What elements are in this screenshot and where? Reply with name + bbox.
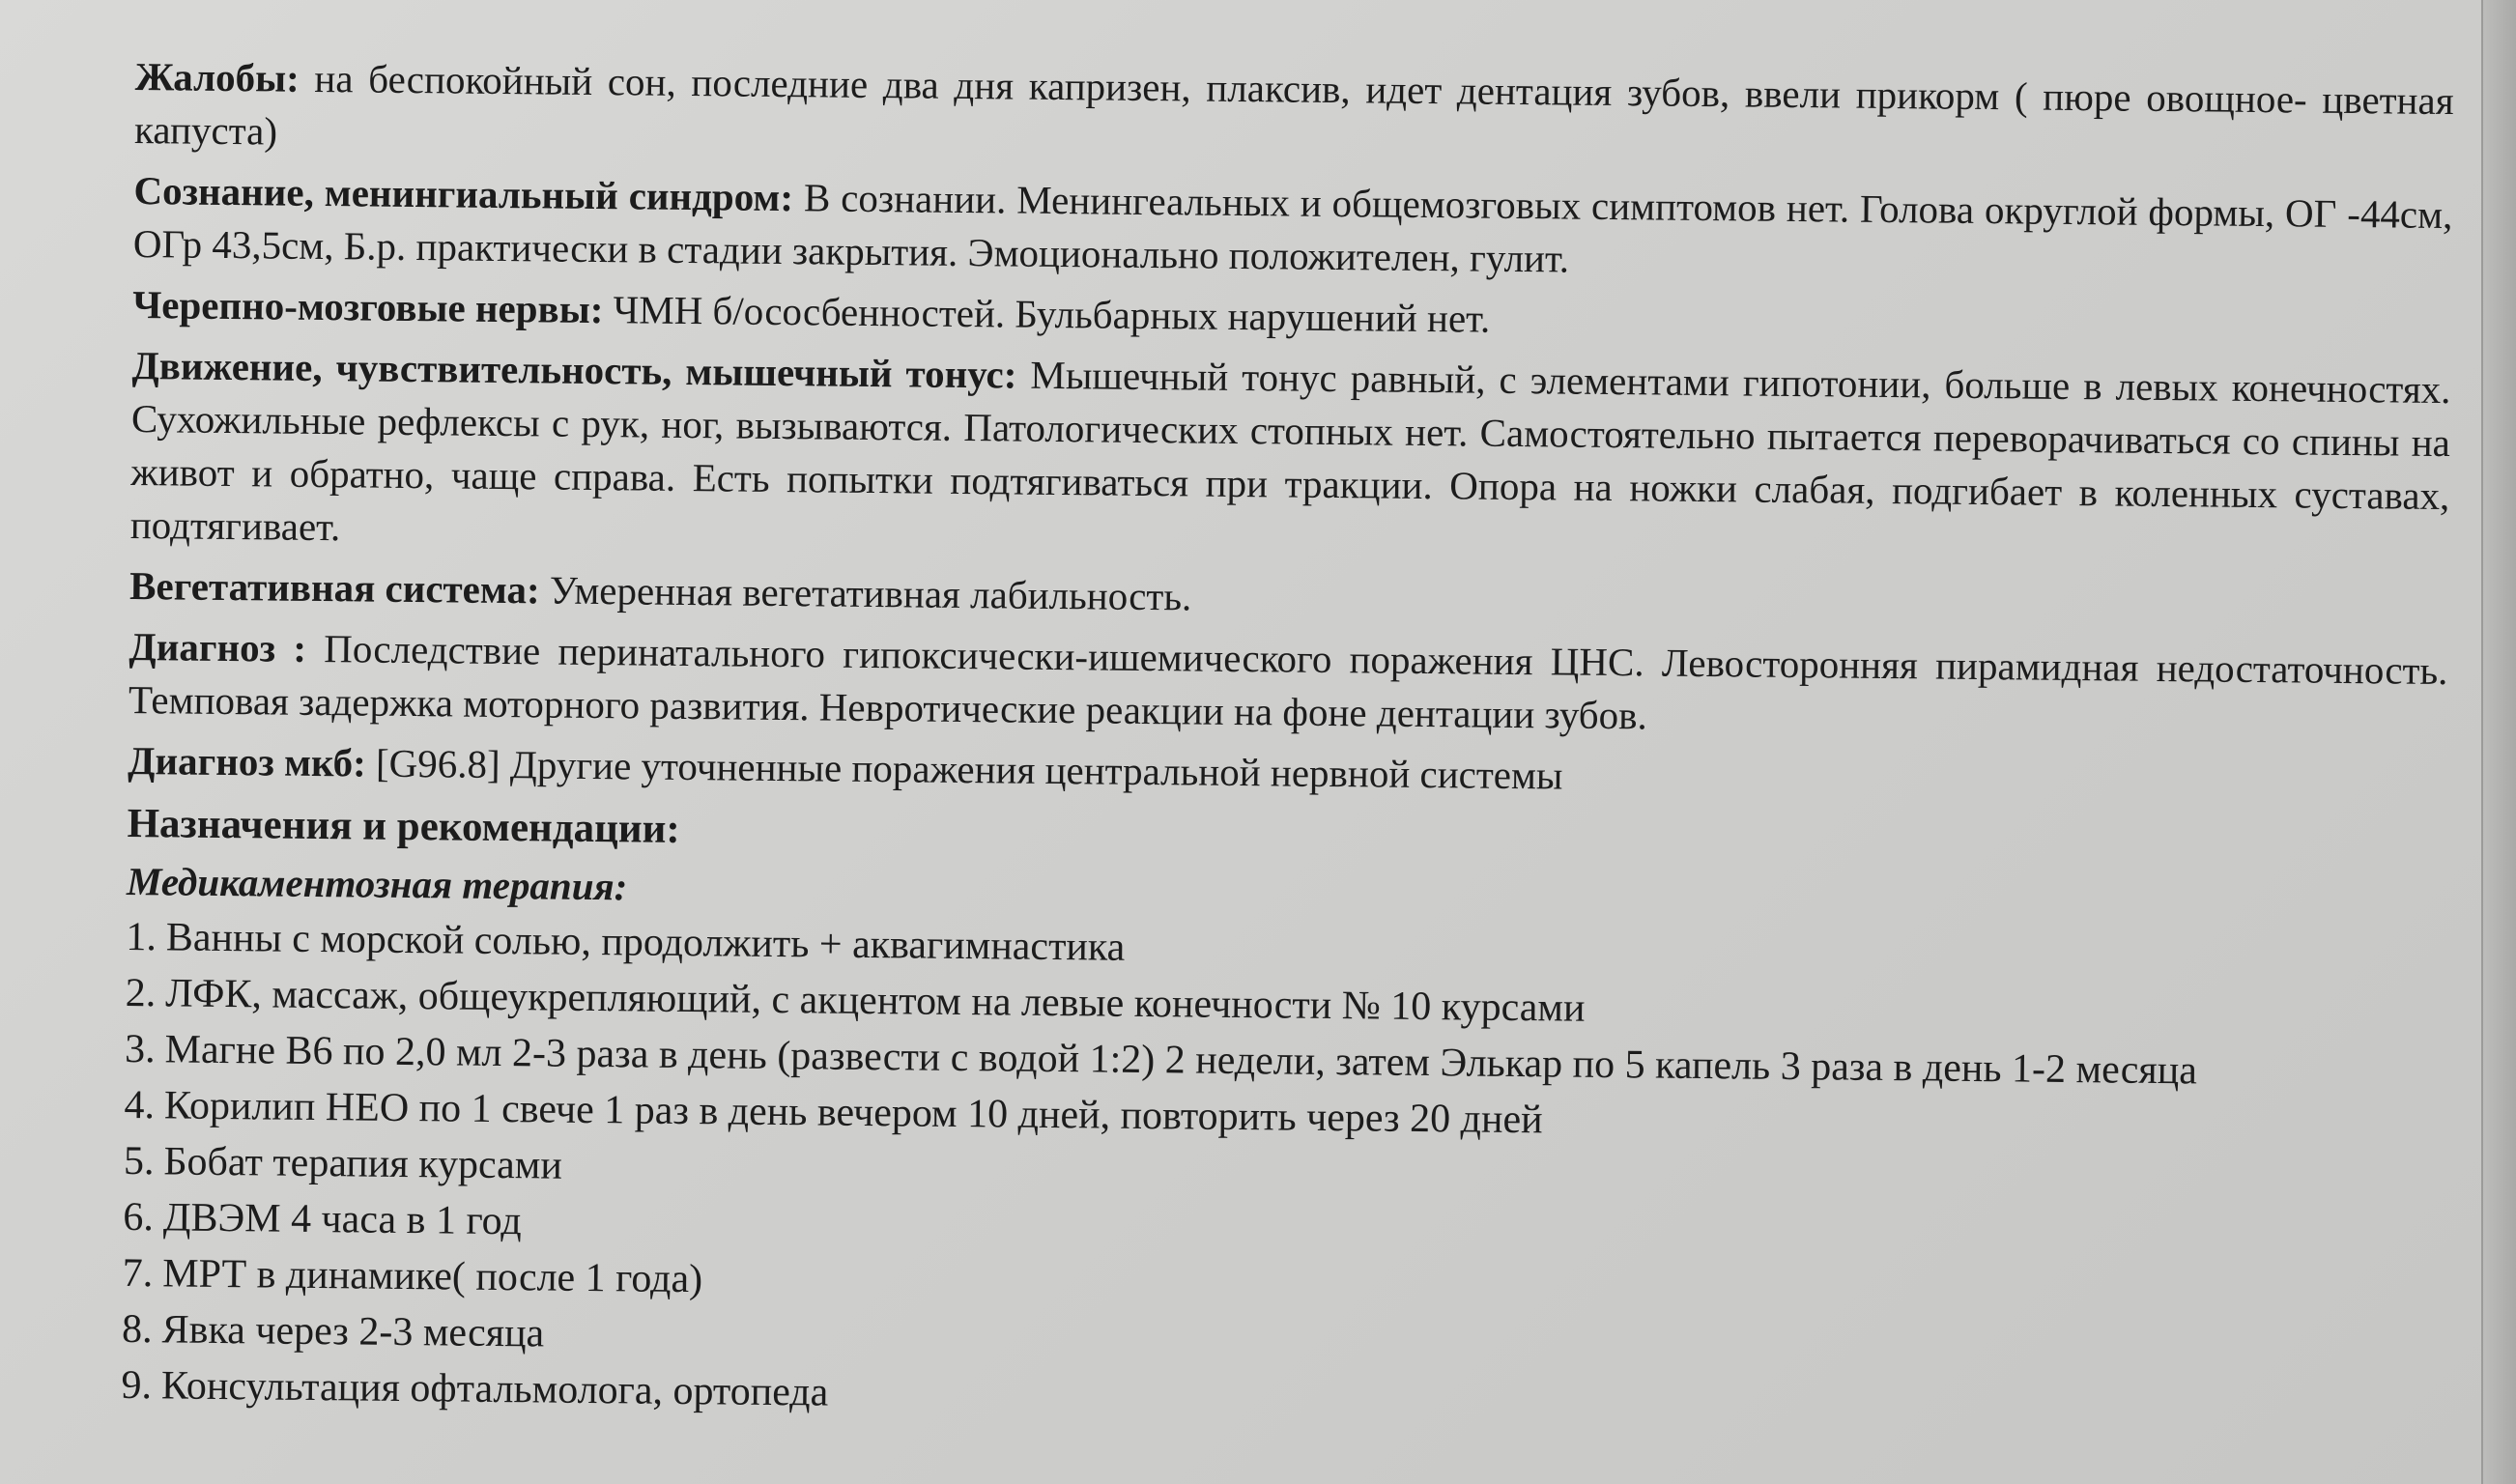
list-item-text: Бобат терапия курсами bbox=[163, 1139, 563, 1188]
icd-diagnosis-heading: Диагноз мкб: bbox=[128, 737, 367, 785]
list-item-number: 7. bbox=[122, 1250, 154, 1297]
list-item-number: 2. bbox=[125, 970, 157, 1016]
page-edge bbox=[2481, 0, 2516, 1484]
list-item-number: 3. bbox=[124, 1026, 156, 1072]
complaints-text: на беспокойный сон, последние два дня капризен, плаксив, идет дентация зубов, ввели прикорм ( пюре овощное- цветная капуста) bbox=[133, 55, 2454, 154]
list-item-text: Магне В6 по 2,0 мл 2-3 раза в день (развести с водой 1:2) 2 недели, затем Элькар по 5 капель 3 раза в день 1-2 месяца bbox=[164, 1027, 2198, 1094]
list-item-number: 8. bbox=[121, 1306, 153, 1353]
list-item-text: ДВЭМ 4 часа в 1 год bbox=[162, 1195, 523, 1244]
list-item-number: 4. bbox=[124, 1082, 156, 1128]
icd-diagnosis-text: [G96.8] Другие уточненные поражения центральной нервной системы bbox=[375, 740, 1563, 798]
motor-heading: Движение, чувствительность, мышечный тонус: bbox=[131, 342, 1017, 397]
consciousness-text: В сознании. Менингеальных и общемозговых симптомов нет. Голова округлой формы, ОГ -44см, ОГр 43,5см, Б.р. практически в стадии закрытия. Эмоционально положителен, гулит. bbox=[132, 175, 2453, 281]
diagnosis-paragraph bbox=[129, 620, 2448, 751]
recommendations-title: Назначения и рекомендации: bbox=[127, 800, 680, 852]
list-item-text: Явка через 2-3 месяца bbox=[161, 1307, 545, 1356]
motor-paragraph bbox=[130, 339, 2451, 576]
vegetative-text: Умеренная вегетативная лабильность. bbox=[549, 567, 1192, 619]
consciousness-paragraph bbox=[133, 164, 2453, 295]
list-item-number: 1. bbox=[126, 914, 157, 960]
cranial-nerves-text: ЧМН б/ососбенностей. Бульбарных нарушений нет. bbox=[613, 287, 1491, 341]
list-item-number: 6. bbox=[123, 1194, 155, 1241]
consciousness-heading: Сознание, менингиальный синдром: bbox=[133, 167, 794, 220]
medical-record-sheet bbox=[121, 50, 2454, 1438]
cranial-nerves-heading: Черепно-мозговые нервы: bbox=[132, 281, 604, 332]
list-item-text: ЛФК, массаж, общеукрепляющий, с акцентом на левые конечности № 10 курсами bbox=[165, 971, 1586, 1031]
complaints-heading: Жалобы: bbox=[134, 53, 300, 100]
recommendations-list bbox=[121, 909, 2445, 1438]
list-item-number: 9. bbox=[121, 1362, 153, 1409]
vegetative-heading: Вегетативная система: bbox=[129, 562, 540, 613]
list-item-text: Консультация офтальмолога, ортопеда bbox=[160, 1363, 829, 1415]
diagnosis-heading: Диагноз : bbox=[129, 623, 307, 671]
list-item-text: Ванны с морской солью, продолжить + аквагимнастика bbox=[165, 915, 1126, 970]
drug-therapy-title: Медикаментозная терапия: bbox=[126, 858, 628, 909]
motor-text: Мышечный тонус равный, с элементами гипотонии, больше в левых конечностях. Сухожильные рефлексы с рук, ног, вызываются. Патологических стопных нет. Самостоятельно пытается переворачиваться со спины на живот и обратно, чаще справа. Есть попытки подтягиваться при тракции. Опора на ножки слабая, подгибает в коленных суставах, подтягивает. bbox=[129, 352, 2451, 550]
list-item-text: МРТ в динамике( после 1 года) bbox=[161, 1251, 703, 1302]
complaints-paragraph bbox=[134, 50, 2454, 181]
list-item-number: 5. bbox=[123, 1138, 155, 1184]
list-item-text: Корилип НЕО по 1 свече 1 раз в день вечером 10 дней, повторить через 20 дней bbox=[163, 1083, 1543, 1143]
diagnosis-text: Последствие перинатального гипоксически-ишемического поражения ЦНС. Левосторонняя пирамидная недостаточность. Темповая задержка моторного развития. Невротические реакции на фоне дентации зубов. bbox=[128, 626, 2448, 738]
